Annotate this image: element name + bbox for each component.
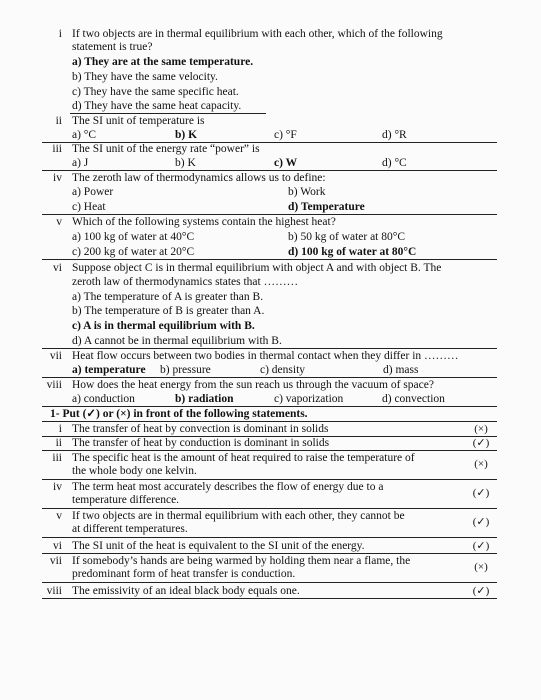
option-a: a) Power <box>72 186 114 198</box>
statement-number: vi <box>53 540 62 552</box>
divider <box>42 421 497 422</box>
statement-text: temperature difference. <box>72 494 180 506</box>
statement-number: iv <box>53 481 62 493</box>
option-d: d) mass <box>383 364 419 376</box>
statement-text: The emissivity of an ideal black body equals one. <box>72 585 300 597</box>
option-d: d) °C <box>382 157 407 169</box>
answer-mark: (×) <box>474 561 488 573</box>
option-a: a) J <box>72 157 89 169</box>
question-text: Which of the following systems contain the highest heat? <box>72 216 336 228</box>
divider <box>42 582 497 583</box>
question-number: v <box>56 216 62 228</box>
statement-number: iii <box>52 452 62 464</box>
option-c: c) A is in thermal equilibrium with B. <box>72 320 255 332</box>
divider <box>42 553 497 554</box>
statement-text: If somebody’s hands are being warmed by holding them near a flame, the <box>72 555 411 567</box>
question-text: The zeroth law of thermodynamics allows us to define: <box>72 172 326 184</box>
statement-number: v <box>56 510 62 522</box>
option-b: b) 50 kg of water at 80°C <box>288 231 406 243</box>
question-text: zeroth law of thermodynamics states that ……… <box>72 276 299 288</box>
divider <box>70 113 266 114</box>
divider <box>42 377 497 378</box>
divider <box>42 170 497 171</box>
option-c: c) They have the same specific heat. <box>72 86 239 98</box>
option-c: c) Heat <box>72 201 106 213</box>
question-text: Heat flow occurs between two bodies in thermal contact when they differ in ……… <box>72 350 459 362</box>
question-text: Suppose object C is in thermal equilibrium with object A and with object B. The <box>72 262 442 274</box>
statement-text: The term heat most accurately describes the flow of energy due to a <box>72 481 384 493</box>
question-number: ii <box>55 115 62 127</box>
statement-text: The transfer of heat by conduction is dominant in solids <box>72 437 330 449</box>
option-c: c) W <box>274 157 298 169</box>
divider <box>42 259 497 260</box>
option-c: c) density <box>260 364 306 376</box>
option-c: c) °F <box>274 129 297 141</box>
section-heading: 1- Put (✓) or (×) in front of the following statements. <box>50 408 308 420</box>
answer-mark: (✓) <box>472 487 490 499</box>
answer-mark: (×) <box>474 458 488 470</box>
option-b: b) They have the same velocity. <box>72 71 218 83</box>
divider <box>42 348 497 349</box>
question-text: statement is true? <box>72 41 153 53</box>
question-number: iii <box>52 143 62 155</box>
statement-text: If two objects are in thermal equilibrium with each other, they cannot be <box>72 510 405 522</box>
question-text: The SI unit of the energy rate “power” is <box>72 143 260 155</box>
statement-text: predominant form of heat transfer is conduction. <box>72 568 296 580</box>
question-number: i <box>58 28 62 40</box>
statement-number: viii <box>46 585 62 597</box>
divider <box>42 214 497 215</box>
option-a: a) The temperature of A is greater than B. <box>72 291 264 303</box>
option-a: a) They are at the same temperature. <box>72 56 254 68</box>
option-b: b) K <box>175 129 198 141</box>
answer-mark: (✓) <box>472 585 490 597</box>
divider <box>42 479 497 480</box>
statement-number: i <box>58 423 62 435</box>
question-text: The SI unit of temperature is <box>72 115 205 127</box>
answer-mark: (✓) <box>472 540 490 552</box>
option-a: a) conduction <box>72 393 135 405</box>
question-text: How does the heat energy from the sun reach us through the vacuum of space? <box>72 379 434 391</box>
option-d: d) °R <box>382 129 407 141</box>
statement-text: at different temperatures. <box>72 523 188 535</box>
option-d: d) 100 kg of water at 80°C <box>288 246 417 258</box>
option-a: a) temperature <box>72 364 146 376</box>
statement-text: The transfer of heat by convection is dominant in solids <box>72 423 329 435</box>
option-c: c) vaporization <box>274 393 344 405</box>
divider <box>42 537 497 538</box>
option-c: c) 200 kg of water at 20°C <box>72 246 195 258</box>
divider <box>42 450 497 451</box>
question-text: If two objects are in thermal equilibrium with each other, which of the following <box>72 28 443 40</box>
statement-number: vii <box>49 555 62 567</box>
question-number: vi <box>53 262 62 274</box>
option-b: b) radiation <box>175 393 234 405</box>
question-number: viii <box>46 379 62 391</box>
answer-mark: (✓) <box>472 516 490 528</box>
option-b: b) K <box>175 157 196 169</box>
answer-mark: (✓) <box>472 437 490 449</box>
answer-mark: (×) <box>474 423 488 435</box>
option-a: a) 100 kg of water at 40°C <box>72 231 195 243</box>
option-d: d) Temperature <box>288 201 365 213</box>
statement-text: the whole body one kelvin. <box>72 465 197 477</box>
question-number: iv <box>53 172 62 184</box>
divider <box>42 598 497 599</box>
statement-text: The SI unit of the heat is equivalent to the SI unit of the energy. <box>72 540 365 552</box>
option-b: b) The temperature of B is greater than A. <box>72 305 265 317</box>
option-d: d) They have the same heat capacity. <box>72 100 242 112</box>
statement-text: The specific heat is the amount of heat required to raise the temperature of <box>72 452 415 464</box>
option-d: d) A cannot be in thermal equilibrium with B. <box>72 335 282 347</box>
option-b: b) Work <box>288 186 326 198</box>
statement-number: ii <box>55 437 62 449</box>
option-b: b) pressure <box>160 364 211 376</box>
divider <box>42 508 497 509</box>
divider <box>42 406 497 407</box>
option-d: d) convection <box>382 393 445 405</box>
option-a: a) °C <box>72 129 97 141</box>
question-number: vii <box>49 350 62 362</box>
